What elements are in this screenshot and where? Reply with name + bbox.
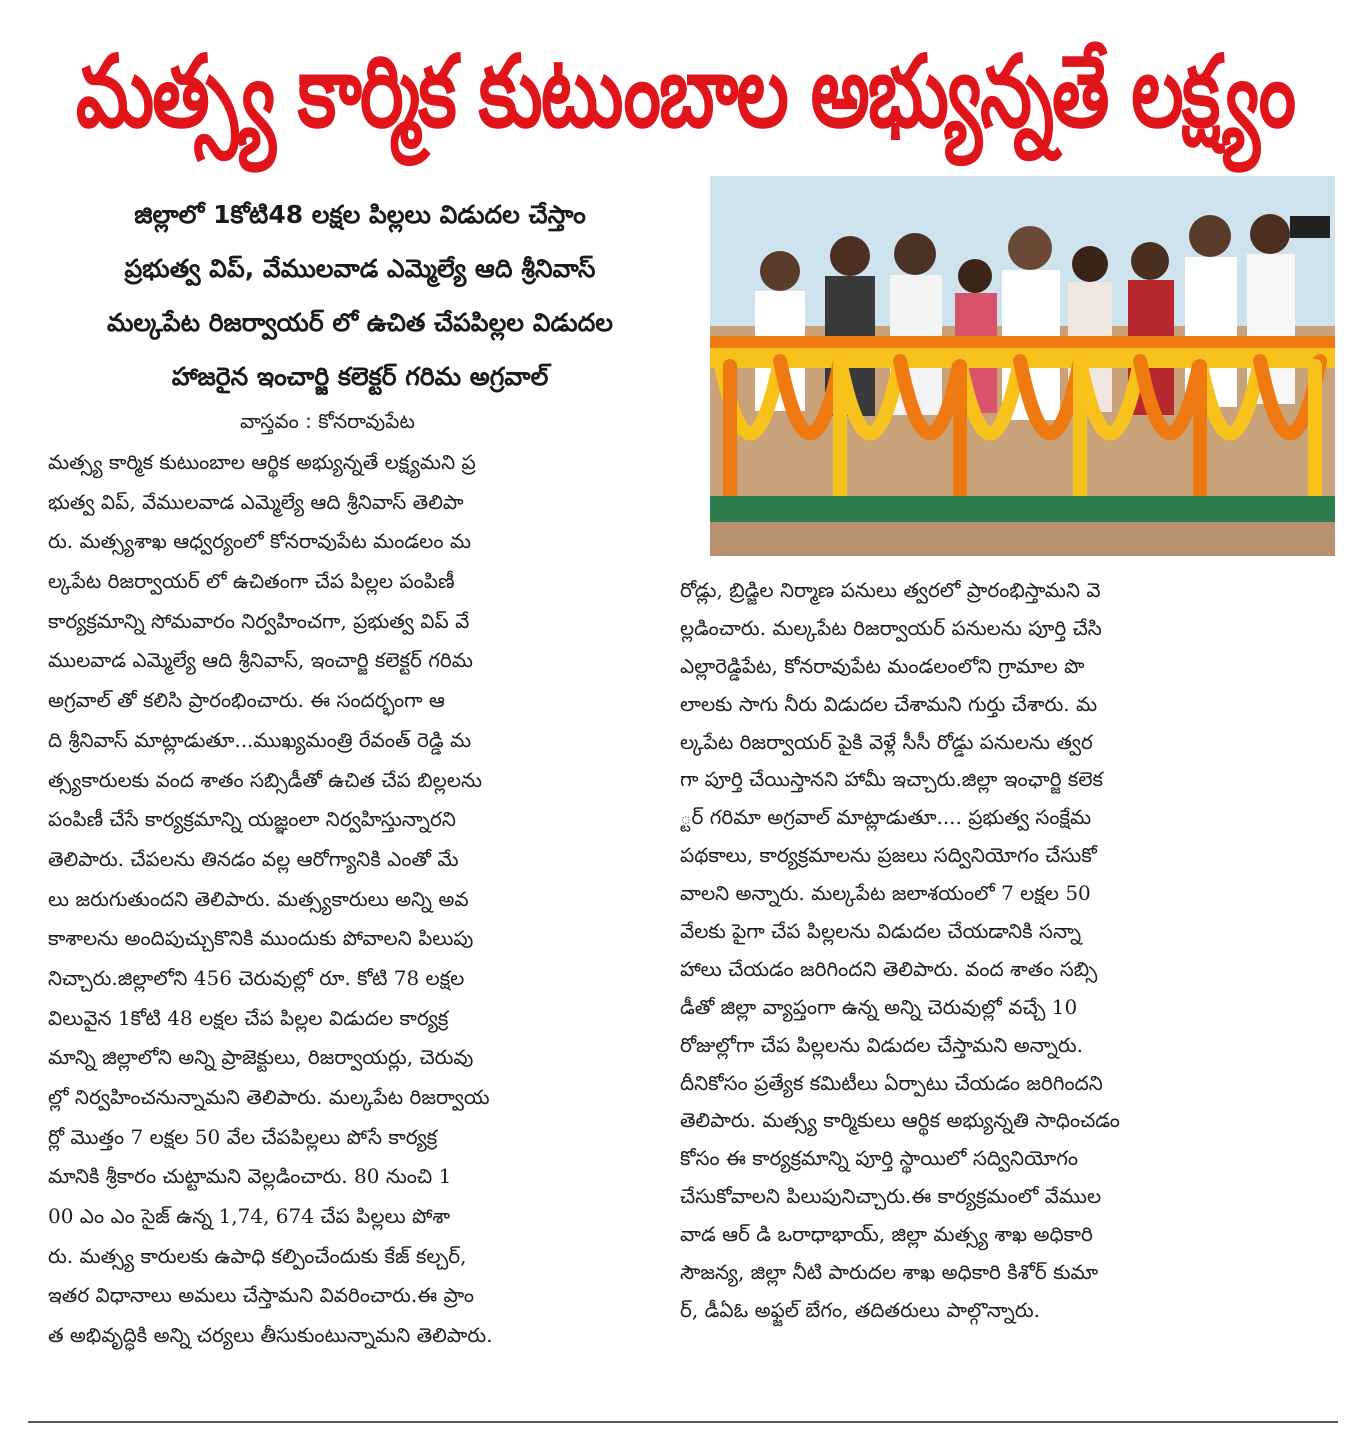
- text-line: దీనికోసం ప్రత్యేక కమిటీలు ఏర్పాటు చేయడం జరిగిందని: [680, 1070, 1103, 1095]
- text-line: ర్, డీఏఓ అఫ్జల్ బేగం, తదితరులు పాల్గొన్నారు.: [680, 1297, 1040, 1322]
- text-line: వాలని అన్నారు. మల్కపేట జలాశయంలో 7 లక్షల 50: [680, 881, 1091, 906]
- text-line: ఎల్లారెడ్డిపేట, కోనరావుపేట మండలంలోని గ్రామాల పొ: [680, 653, 1085, 678]
- text-line: భుత్వ విప్, వేములవాడ ఎమ్మెల్యే ఆది శ్రీనివాస్ తెలిపా: [48, 489, 464, 514]
- text-line: వేలకు పైగా చేప పిల్లలను విడుదల చేయడానికి సన్నా: [680, 919, 1082, 944]
- stage-skirt: [710, 496, 1335, 522]
- text-line: హాలు చేయడం జరిగిందని తెలిపారు. వంద శాతం సబ్సి: [680, 956, 1098, 981]
- text-line: రోడ్లు, బ్రిడ్జిల నిర్మాణ పనులు త్వరలో ప్రారంభిస్తామని వె: [680, 578, 1101, 602]
- subhead-line: జిల్లాలో 1కోటి48 లక్షల పిల్లలు విడుదల చేస్తాం: [134, 200, 586, 229]
- text-line: ల్కపేట రిజర్వాయర్ పైకి వెళ్లే సీసీ రోడ్డు పనులను త్వర: [680, 729, 1093, 754]
- text-line: నిచ్చారు.జిల్లాలోని 456 చెరువుల్లో రూ. కోటి 78 లక్షల: [48, 965, 465, 990]
- text-line: పథకాలు, కార్యక్రమాలను ప్రజలు సద్వినియోగం చేసుకో: [680, 843, 1097, 868]
- text-line: రు. మత్స్య కారులకు ఉపాధి కల్పించేందుకు కేజ్ కల్చర్,: [48, 1243, 467, 1268]
- text-line: ది శ్రీనివాస్ మాట్లాడుతూ...ముఖ్యమంత్రి రేవంత్ రెడ్డి మ: [48, 727, 472, 752]
- text-line: అగ్రవాల్ తో కలిసి ప్రారంభించారు. ఈ సందర్భంగా ఆ: [48, 688, 445, 713]
- text-line: తెలిపారు. మత్స్య కార్మికులు ఆర్థిక అభ్యున్నతి సాధించడం: [680, 1108, 1120, 1133]
- subhead-line: హాజరైన ఇంచార్జి కలెక్టర్ గరిమ అగ్రవాల్: [171, 362, 549, 391]
- text-line: ల్కపేట రిజర్వాయర్ లో ఉచితంగా చేప పిల్లల పంపిణీ: [48, 569, 455, 594]
- text-line: త్స్యకారులకు వంద శాతం సబ్సిడీతో ఉచిత చేప బిల్లలను: [48, 767, 482, 792]
- text-line: 00 ఎం ఎం సైజ్ ఉన్న 1,74, 674 చేప పిల్లలు పోశా: [48, 1204, 450, 1229]
- text-line: లాలకు సాగు నీరు విడుదల చేశామని గుర్తు చేశారు. మ: [680, 691, 1098, 716]
- photo-illustration: [710, 176, 1335, 556]
- text-line: వాడ ఆర్ డి ఒరాధాభాయ్, జిల్లా మత్స్య శాఖ అధికారి: [680, 1222, 1093, 1247]
- bottom-rule: [28, 1421, 1338, 1423]
- text-line: గా పూర్తి చేయిస్తానని హామీ ఇచ్చారు.జిల్లా ఇంఛార్జి కలెక: [680, 767, 1103, 792]
- text-line: మత్స్య కార్మిక కుటుంబాల ఆర్థిక అభ్యున్నతే లక్ష్యమని ప్ర: [48, 450, 476, 474]
- text-line: ్టర్ గరిమా అగ్రవాల్ మాట్లాడుతూ.... ప్రభుత్వ సంక్షేమ: [680, 805, 1092, 830]
- subhead-line: మల్కపేట రిజర్వాయర్ లో ఉచిత చేపపిల్లల విడుదల: [106, 308, 614, 337]
- text-line: రోజుల్లోగా చేప పిల్లలను విడుదల చేస్తామని అన్నారు.: [680, 1032, 1084, 1057]
- text-line: రు. మత్స్యశాఖ ఆధ్వర్యంలో కోనరావుపేట మండలం మ: [48, 529, 471, 554]
- text-line: ర్లో మొత్తం 7 లక్షల 50 వేల చేపపిల్లలు పోసే కార్యక్ర: [48, 1124, 438, 1149]
- text-line: కార్యక్రమాన్ని సోమవారం నిర్వహించగా, ప్రభుత్వ విప్ వే: [48, 608, 470, 633]
- text-line: డీతో జిల్లా వ్యాప్తంగా ఉన్న అన్ని చెరువుల్లో వచ్చే 10: [680, 994, 1078, 1019]
- text-line: తెలిపారు. చేపలను తినడం వల్ల ఆరోగ్యానికి ఎంతో మే: [48, 846, 459, 871]
- article-column-right: [680, 572, 1310, 1330]
- event-photo: [710, 176, 1335, 556]
- text-line: విలువైన 1కోటి 48 లక్షల చేప పిల్లల విడుదల కార్యక్ర: [48, 1005, 449, 1030]
- subhead-line: ప్రభుత్వ విప్, వేములవాడ ఎమ్మెల్యే ఆది శ్రీనివాస్: [124, 254, 596, 283]
- text-line: కోసం ఈ కార్యక్రమాన్ని పూర్తి స్థాయిలో సద్వినియోగం: [680, 1146, 1079, 1171]
- headline: మత్స్య కార్మిక కుటుంబాల అభ్యున్నతే లక్ష్యం: [75, 33, 1295, 151]
- text-line: ములవాడ ఎమ్మెల్యే ఆది శ్రీనివాస్, ఇంచార్జి కలెక్టర్ గరిమ: [48, 648, 473, 673]
- text-line: ల్లడించారు. మల్కపేట రిజర్వాయర్ పనులను పూర్తి చేసి: [680, 615, 1102, 640]
- text-line: త అభివృద్ధికి అన్ని చర్యలు తీసుకుంటున్నామని తెలిపారు.: [48, 1323, 493, 1348]
- text-line: పంపిణీ చేసే కార్యక్రమాన్ని యజ్ఞంలా నిర్వహిస్తున్నారని: [48, 807, 456, 832]
- text-line: ల్లో నిర్వహించనున్నామని తెలిపారు. మల్కపేట రిజర్వాయ: [48, 1085, 490, 1109]
- article-column-left: [48, 443, 678, 1356]
- camera-icon: [1290, 216, 1330, 238]
- subheads: [40, 188, 680, 404]
- dateline: వాస్తవం : కోనరావుపేట: [240, 409, 415, 433]
- text-line: మానికి శ్రీకారం చుట్టామని వెల్లడించారు. 80 నుంచి 1: [48, 1164, 452, 1189]
- text-line: మాన్ని జిల్లాలోని అన్ని ప్రాజెక్టులు, రిజర్వాయర్లు, చెరువు: [48, 1045, 474, 1070]
- text-line: ఇతర విధానాలు అమలు చేస్తామని వివరించారు.ఈ ప్రాం: [48, 1283, 474, 1308]
- text-line: లు జరుగుతుందని తెలిపారు. మత్స్యకారులు అన్ని అవ: [48, 886, 469, 911]
- text-line: సౌజన్య, జిల్లా నీటి పారుదల శాఖ అధికారి కిశోర్ కుమా: [680, 1260, 1099, 1285]
- text-line: చేసుకోవాలని పిలుపునిచ్చారు.ఈ కార్యక్రమంలో వేముల: [680, 1184, 1102, 1209]
- text-line: కాశాలను అందిపుచ్చుకొనికి ముందుకు పోవాలని పిలుపు: [48, 926, 474, 951]
